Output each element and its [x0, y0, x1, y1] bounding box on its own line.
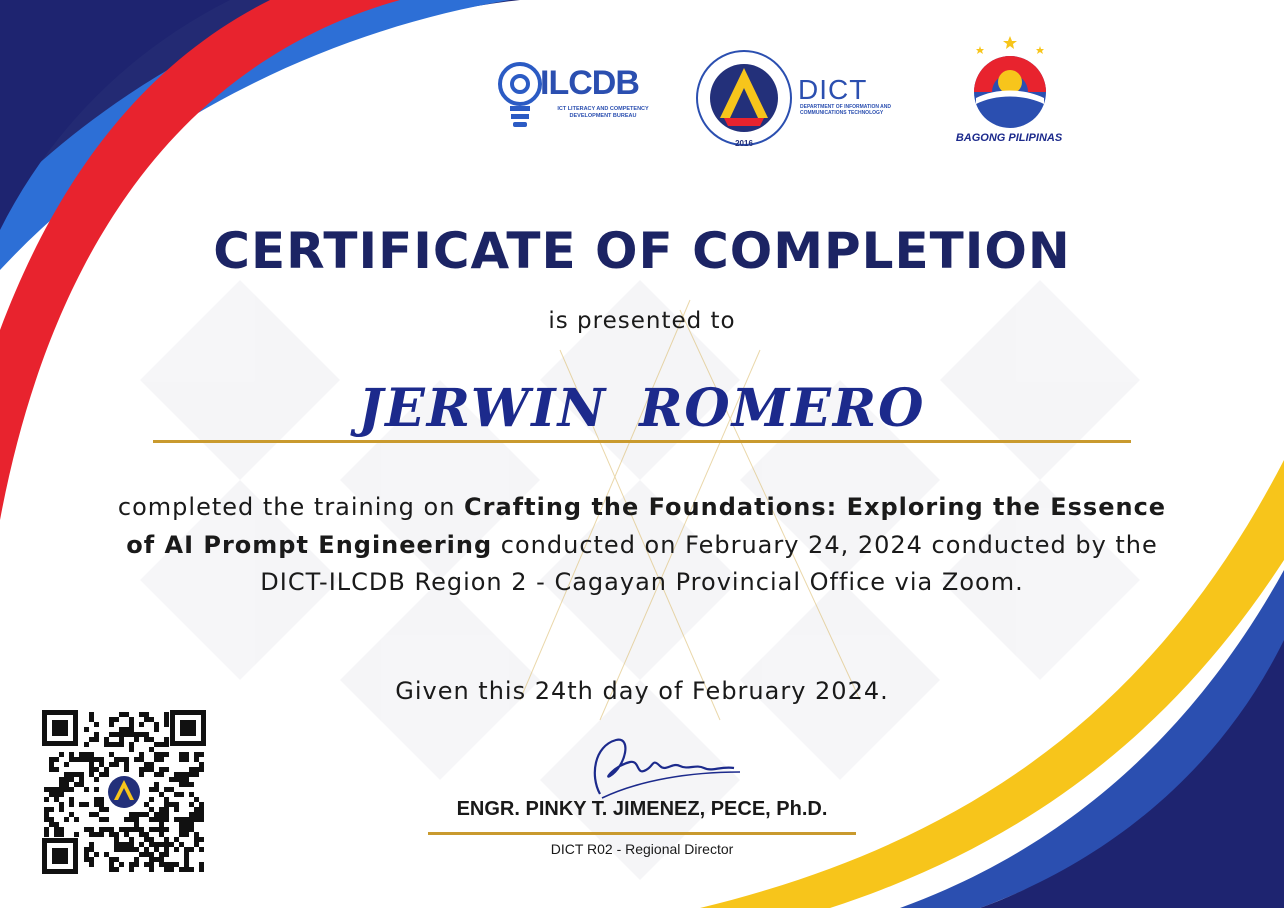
- signatory-name: ENGR. PINKY T. JIMENEZ, PECE, Ph.D.: [456, 798, 828, 820]
- recipient-underline: [153, 440, 1131, 443]
- dict-logo: [694, 46, 894, 150]
- ilcdb-subtitle: ICT LITERACY AND COMPETENCY DEVELOPMENT BUREAU: [557, 106, 649, 119]
- bagong-pilipinas-emblem-icon: [962, 36, 1058, 128]
- description-prefix: completed the training on: [117, 493, 465, 521]
- training-description: [110, 489, 1174, 602]
- training-title: Crafting the Foundations: Exploring the Essence of AI Prompt Engineering: [126, 493, 1167, 559]
- dict-seal-year: 2016: [735, 139, 753, 148]
- ilcdb-wordmark: ILCDB: [540, 64, 639, 102]
- signature-line: [428, 832, 856, 835]
- qr-code: [42, 710, 206, 874]
- dict-wordmark: DICT: [798, 74, 868, 105]
- recipient-name: JERWIN ROMERO: [358, 378, 926, 439]
- presented-to-text: is presented to: [548, 308, 736, 334]
- certificate-title: CERTIFICATE OF COMPLETION: [213, 222, 1071, 280]
- signatory-title: DICT R02 - Regional Director: [550, 841, 734, 857]
- description-details: conducted on February 24, 2024 conducted by the DICT-ILCDB Region 2 - Cagayan Provincial Office via Zoom.: [260, 530, 1158, 596]
- dict-subtitle: DEPARTMENT OF INFORMATION AND COMMUNICATIONS TECHNOLOGY: [800, 104, 892, 116]
- ilcdb-logo: [496, 56, 656, 140]
- bagong-pilipinas-logo: [944, 36, 1074, 146]
- signature: [580, 736, 760, 800]
- lightbulb-gear-icon: [496, 56, 544, 140]
- given-date-text: Given this 24th day of February 2024.: [395, 677, 889, 705]
- qr-center-logo: [104, 772, 144, 812]
- dict-seal-icon: [694, 46, 794, 150]
- bagong-pilipinas-wordmark: BAGONG PILIPINAS: [955, 132, 1063, 144]
